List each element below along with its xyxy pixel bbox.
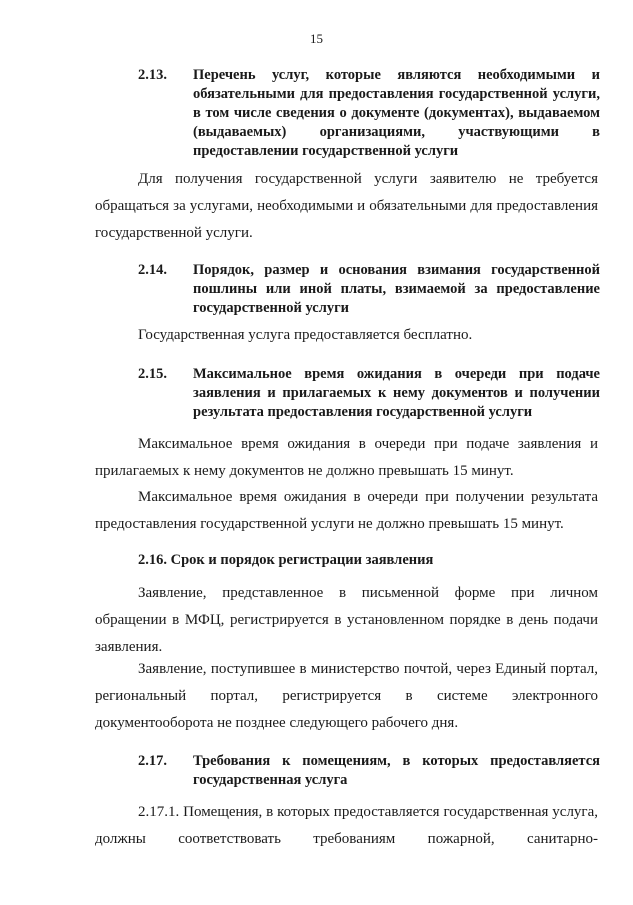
section-heading-2-13: [138, 66, 600, 161]
section-heading-2-15: [138, 365, 600, 422]
paragraph-2-15-1: Максимальное время ожидания в очереди при подаче заявления и прилагаемых к нему документов не должно превышать 15 минут.: [95, 436, 598, 479]
section-number: 2.17.: [138, 753, 167, 769]
section-number: 2.13.: [138, 67, 167, 83]
section-heading-2-17: [138, 752, 600, 790]
paragraph-2-14: Государственная услуга предоставляется бесплатно.: [138, 327, 473, 343]
section-title: Требования к помещениям, в которых предоставляется государственная услуга: [193, 753, 600, 788]
section-number: 2.14.: [138, 262, 167, 278]
section-title: Порядок, размер и основания взимания государственной пошлины или иной платы, взимаемой за предоставление государственной услуги: [193, 262, 600, 316]
paragraph-2-16-2: Заявление, поступившее в министерство почтой, через Единый портал, региональный портал, регистрируется в системе электронного документооборота не позднее следующего рабочего дня.: [95, 661, 598, 731]
section-heading-2-14: [138, 261, 600, 318]
paragraph-2-16-1: Заявление, представленное в письменной форме при личном обращении в МФЦ, регистрируется в установленном порядке в день подачи заявления.: [95, 585, 598, 655]
section-number: 2.15.: [138, 366, 167, 382]
section-heading-2-16: [138, 551, 600, 570]
section-title: Максимальное время ожидания в очереди при подаче заявления и прилагаемых к нему документов и получении результата предоставления государственной услуги: [193, 366, 600, 420]
paragraph-2-17-1: 2.17.1. Помещения, в которых предоставляется государственная услуга, должны соответствовать требованиям пожарной, санитарно-: [95, 804, 598, 847]
section-title: 2.16. Срок и порядок регистрации заявления: [138, 552, 434, 568]
section-title: Перечень услуг, которые являются необходимыми и обязательными для предоставления государственной услуги, в том числе сведения о документе (документах), выдаваемом (выдаваемых) организациями, участвующими в предоставлении государственной услуги: [193, 67, 600, 159]
paragraph-2-13: Для получения государственной услуги заявителю не требуется обращаться за услугами, необходимыми и обязательными для предоставления государственной услуги.: [95, 171, 598, 241]
paragraph-2-15-2: Максимальное время ожидания в очереди при получении результата предоставления государственной услуги не должно превышать 15 минут.: [95, 489, 598, 532]
page-number: 15: [310, 31, 323, 46]
